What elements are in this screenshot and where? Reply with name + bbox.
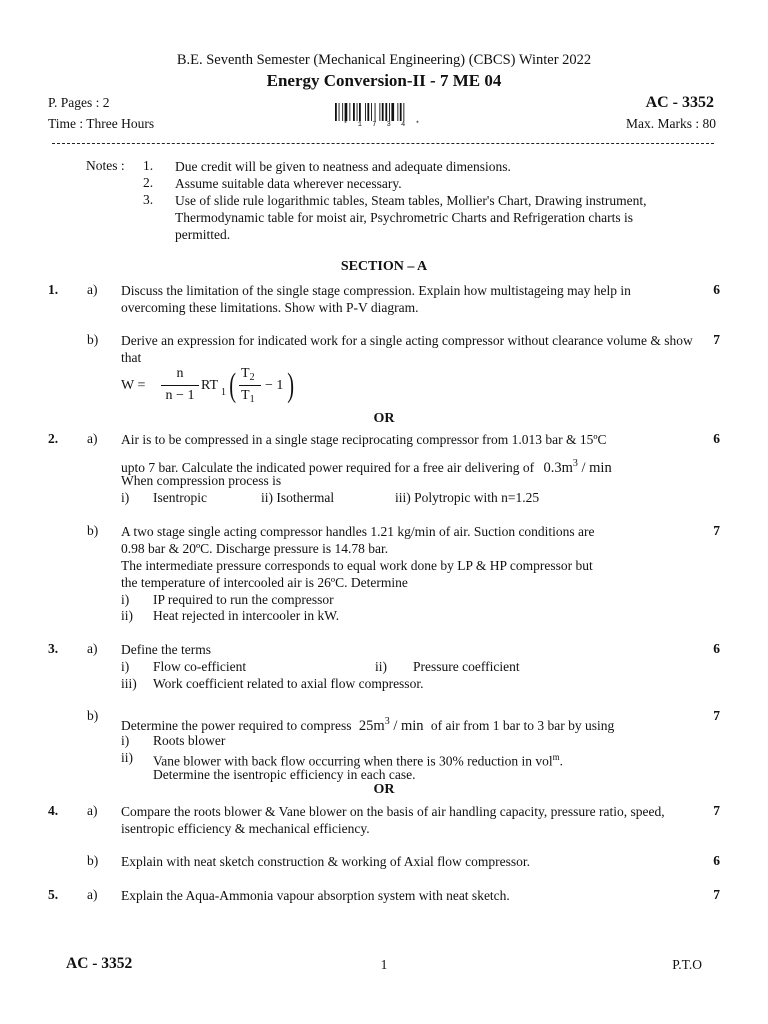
question-text: upto 7 bar. Calculate the indicated power required for a free air delivering of $0.3m^3$ / min: [121, 458, 612, 476]
marks-value: 7: [713, 523, 720, 538]
part-label: a): [87, 282, 98, 297]
part-label: a): [87, 803, 98, 818]
question-text: Define the terms: [121, 642, 211, 657]
part-label: a): [87, 431, 98, 446]
question-number: 3.: [48, 641, 59, 656]
part-label: b): [87, 523, 99, 538]
part-label: b): [87, 853, 99, 868]
marks-value: 6: [713, 282, 720, 297]
notes-label: Notes :: [86, 158, 125, 173]
pto-label: P.T.O: [672, 957, 702, 972]
barcode: [335, 103, 431, 121]
page-count: P. Pages : 2: [48, 95, 110, 110]
max-marks: Max. Marks : 80: [626, 116, 716, 131]
header-divider: [52, 143, 714, 144]
exam-header: B.E. Seventh Semester (Mechanical Engineering) (CBCS) Winter 2022: [176, 52, 592, 68]
question-text: Determine the isentropic efficiency in each case.: [153, 767, 416, 782]
marks-value: 6: [713, 641, 720, 656]
marks-value: 7: [713, 887, 720, 902]
or-divider: OR: [373, 411, 395, 426]
marks-value: 6: [713, 853, 720, 868]
footer-paper-code: AC - 3352: [66, 955, 133, 972]
section-heading: SECTION – A: [340, 259, 428, 274]
question-text: Compare the roots blower & Vane blower on the basis of air handling capacity, pressure ratio, speed, isentropic efficiency & mechanical efficiency.: [121, 804, 665, 836]
question-text: Air is to be compressed in a single stage reciprocating compressor from 1.013 bar & 15ºC: [121, 432, 607, 447]
part-label: a): [87, 641, 98, 656]
barcode-digits: * 1 7 3 4 *: [343, 121, 423, 129]
paper-code: AC - 3352: [645, 94, 714, 111]
question-text: Explain with neat sketch construction & working of Axial flow compressor.: [121, 854, 531, 869]
part-label: a): [87, 887, 98, 902]
part-label: b): [87, 708, 99, 723]
or-divider: OR: [373, 782, 395, 797]
question-text: Discuss the limitation of the single stage compression. Explain how multistageing may help in overcoming these limitations. Show with P-V diagram.: [121, 283, 631, 315]
question-text: The intermediate pressure corresponds to equal work done by LP & HP compressor but: [121, 558, 593, 573]
marks-value: 7: [713, 332, 720, 347]
work-formula: W = n n − 1 RT 1 ( $T_2$ $T_1$ − 1 ): [121, 366, 295, 405]
question-text: Derive an expression for indicated work for a single acting compressor without clearance volume & show that: [121, 333, 693, 365]
question-text: Explain the Aqua-Ammonia vapour absorption system with neat sketch.: [121, 888, 510, 903]
part-label: b): [87, 332, 99, 347]
exam-duration: Time : Three Hours: [48, 116, 155, 131]
question-text: Determine the power required to compress $25m^3$ / min of air from 1 bar to 3 bar by using: [121, 716, 615, 734]
page-number: 1: [380, 957, 388, 972]
question-text: the temperature of intercooled air is 26ºC. Determine: [121, 575, 408, 590]
question-number: 5.: [48, 887, 59, 902]
question-text: When compression process is: [121, 473, 282, 488]
question-text: 0.98 bar & 20ºC. Discharge pressure is 14.78 bar.: [121, 541, 389, 556]
question-number: 1.: [48, 282, 59, 297]
marks-value: 7: [713, 708, 720, 723]
paper-title: Energy Conversion-II - 7 ME 04: [266, 71, 502, 90]
marks-value: 6: [713, 431, 720, 446]
question-text: A two stage single acting compressor handles 1.21 kg/min of air. Suction conditions are: [121, 524, 595, 539]
question-number: 4.: [48, 803, 59, 818]
marks-value: 7: [713, 803, 720, 818]
question-number: 2.: [48, 431, 59, 446]
